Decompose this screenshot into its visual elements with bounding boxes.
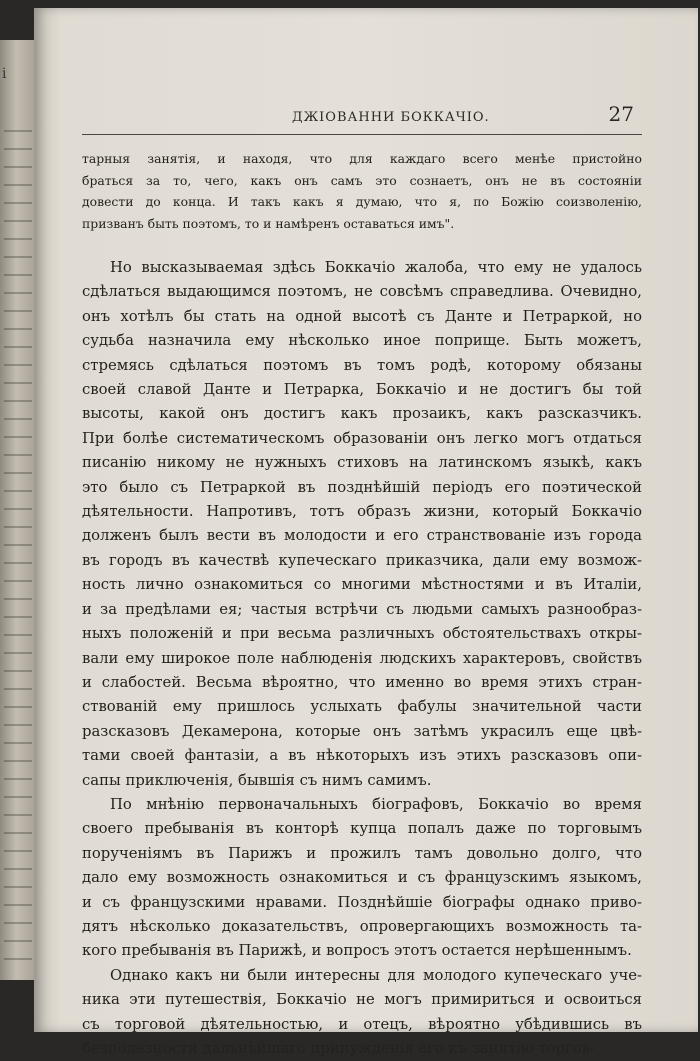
paragraph-line: дало ему возможность ознакомиться и съ французскимъ языкомъ, (82, 869, 642, 887)
paragraph-line: ность лично ознакомиться со многими мѣстностями и въ Италіи, (82, 576, 642, 594)
paragraph-line: дятъ нѣсколько доказательствъ, опровергающихъ возможность та- (82, 917, 642, 935)
facing-page-glyph: і (2, 66, 7, 82)
paragraph-line: это было съ Петраркой въ позднѣйшій періодъ его поэтической (82, 478, 642, 496)
page-number: 27 (608, 102, 634, 126)
body-paragraphs (82, 256, 642, 1061)
paragraph-line: своего пребыванія въ конторѣ купца попалъ даже по торговымъ (82, 820, 642, 838)
paragraph-line: Однако какъ ни были интересны для молодого купеческаго уче- (110, 966, 642, 984)
running-title: ДЖІОВАННИ БОККАЧІО. (292, 110, 490, 125)
quote-line: тарныя занятія, и находя, что для каждаго всего менѣе пристойно (82, 151, 642, 166)
paragraph-line: и слабостей. Весьма вѣроятно, что именно во время этихъ стран- (82, 673, 642, 691)
paragraph-line: кого пребыванія въ Парижѣ, и вопросъ этотъ остается нерѣшеннымъ. (82, 942, 632, 960)
paragraph-line: стремясь сдѣлаться поэтомъ въ томъ родѣ, которому обязаны (82, 356, 642, 374)
paragraph-line: съ торговой дѣятельностью, и отецъ, вѣроятно убѣдившись въ (82, 1015, 642, 1033)
paragraph-line: и съ французскими нравами. Позднѣйшіе біографы однако приво- (82, 893, 642, 911)
quote-line: призванъ быть поэтомъ, то и намѣренъ оставаться имъ". (82, 215, 455, 231)
paragraph-line: дѣятельности. Напротивъ, тотъ образъ жизни, который Боккачіо (82, 503, 642, 521)
quote-line: браться за то, чего, какъ онъ самъ это сознаетъ, онъ не въ состояніи (82, 172, 642, 188)
paragraph-line: своей славой Данте и Петрарка, Боккачіо и не достигъ бы той (82, 381, 642, 399)
quote-block (82, 148, 642, 234)
paragraph-line: По мнѣнію первоначальныхъ біографовъ, Боккачіо во время (110, 795, 642, 813)
page-body (82, 148, 642, 1061)
book-page (34, 8, 698, 1057)
page-header (82, 98, 642, 135)
paragraph-line: писанію никому не нужныхъ стиховъ на латинскомъ языкѣ, какъ (82, 454, 642, 472)
paragraph-line: При болѣе систематическомъ образованіи онъ легко могъ отдаться (82, 429, 642, 447)
paragraph-line: разсказовъ Декамерона, которые онъ затѣмъ украсилъ еще цвѣ- (82, 722, 642, 740)
paragraph-line: ныхъ положеній и при весьма различныхъ обстоятельствахъ откры- (82, 625, 642, 643)
paragraph-line: ника эти путешествія, Боккачіо не могъ примириться и освоиться (82, 991, 642, 1009)
paragraph-line: онъ хотѣлъ бы стать на одной высотѣ съ Данте и Петраркой, но (82, 307, 642, 325)
paragraph-line: сдѣлаться выдающимся поэтомъ, не совсѣмъ справедлива. Очевидно, (82, 283, 642, 301)
paragraph-line: вали ему широкое поле наблюденія людскихъ характеровъ, свойствъ (82, 649, 642, 667)
paragraph-line: тами своей фантазіи, а въ нѣкоторыхъ изъ этихъ разсказовъ опи- (82, 747, 642, 765)
paragraph-line: безполезности дальнѣйшаго принужденія его къ занятію торгов- (82, 1040, 596, 1057)
paragraph-line: долженъ былъ вести въ молодости и его странствованіе изъ города (82, 527, 642, 545)
paragraph-line: высоты, какой онъ достигъ какъ прозаикъ, какъ разсказчикъ. (82, 405, 642, 423)
paragraph-line: Но высказываемая здѣсь Боккачіо жалоба, что ему не удалось (110, 259, 642, 276)
facing-page-edge (0, 40, 36, 980)
paragraph-line: и за предѣлами ея; частыя встрѣчи съ людьми самыхъ разнообраз- (82, 600, 642, 618)
paragraph-line: судьба назначила ему нѣсколько иное поприще. Быть можетъ, (82, 332, 642, 350)
paragraph-line: ствованій ему пришлось услыхать фабулы значительной части (82, 698, 642, 716)
quote-line: довести до конца. И такъ какъ я думаю, что я, по Божію соизволенію, (82, 194, 642, 209)
paragraph-line: сапы приключенія, бывшія съ нимъ самимъ. (82, 771, 432, 789)
facing-page-text-shadow (4, 130, 32, 970)
paragraph-line: порученіямъ въ Парижъ и прожилъ тамъ довольно долго, что (82, 844, 642, 862)
paragraph-line: въ городъ въ качествѣ купеческаго приказчика, дали ему возмож- (82, 551, 642, 569)
